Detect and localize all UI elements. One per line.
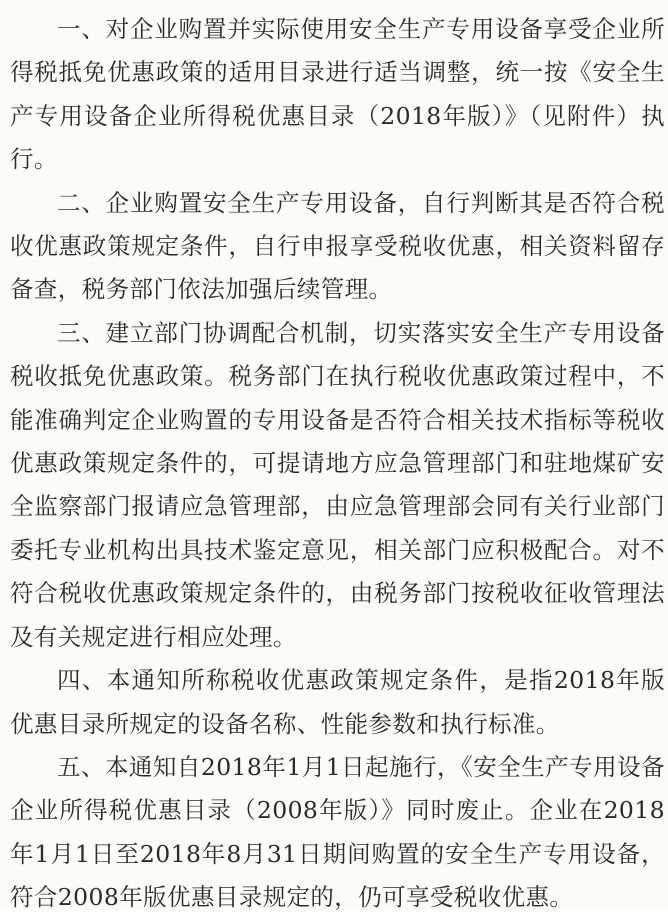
paragraph-1: 一、对企业购置并实际使用安全生产专用设备享受企业所得税抵免优惠政策的适用目录进行适当调整，统一按《安全生产专用设备企业所得税优惠目录（2018年版）》（见附件）执行。 — [10, 15, 665, 174]
paragraph-5: 五、本通知自2018年1月1日起施行，《安全生产专用设备企业所得税优惠目录（2008年版）》同时废止。企业在2018年1月1日至2018年8月31日期间购置的安全生产专用设备，符合2008年版优惠目录规定的，仍可享受税收优惠。 — [10, 752, 665, 912]
paragraph-3: 三、建立部门协调配合机制，切实落实安全生产专用设备税收抵免优惠政策。税务部门在执行税收优惠政策过程中，不能准确判定企业购置的专用设备是否符合相关技术指标等税收优惠政策规定条件的，可提请地方应急管理部门和驻地煤矿安全监察部门报请应急管理部，由应急管理部会同有关行业部门委托专业机构出具技术鉴定意见，相关部门应积极配合。对不符合税收优惠政策规定条件的，由税务部门按税收征收管理法及有关规定进行相应处理。 — [10, 318, 665, 651]
paragraph-2: 二、企业购置安全生产专用设备，自行判断其是否符合税收优惠政策规定条件，自行申报享受税收优惠，相关资料留存备查，税务部门依法加强后续管理。 — [10, 188, 665, 304]
paragraph-4: 四、本通知所称税收优惠政策规定条件，是指2018年版优惠目录所规定的设备名称、性能参数和执行标准。 — [10, 666, 665, 738]
